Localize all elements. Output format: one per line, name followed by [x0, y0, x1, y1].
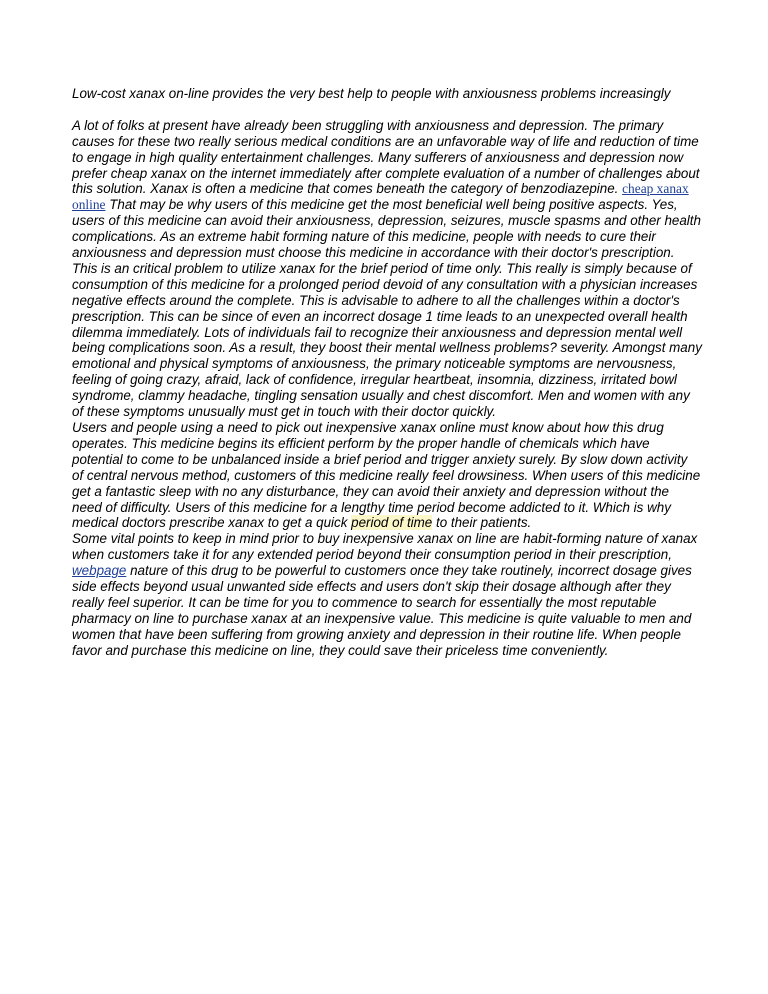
- highlighted-text: period of time: [351, 515, 433, 531]
- paragraph-1-text-after: That may be why users of this medicine get the most beneficial well being positive aspects. Yes, users of this medicine can avoid their anxiousness, depression, seizures, muscle spasms and other health complications. As an extreme habit forming nature of this medicine, people with needs to cure their anxiousness and depression must choose this medicine in accordance with their doctor's prescription.: [72, 197, 701, 261]
- paragraph-3-text-before: Users and people using a need to pick out inexpensive xanax online must know about how this drug operates. This medicine begins its efficient perform by the proper handle of chemicals which have potential to come to be unbalanced inside a brief period and trigger anxiety surely. By slow down activity of central nervous method, customers of this medicine really feel drowsiness. When users of this medicine get a fantastic sleep with no any disturbance, they can avoid their anxiety and depression without the need of difficulty. Users of this medicine for a lengthy time period become addicted to it. Which is why medical doctors prescribe xanax to get a quick: [72, 420, 701, 531]
- paragraph-1: [72, 118, 702, 261]
- paragraph-4: [72, 531, 702, 658]
- document-page: [72, 86, 702, 659]
- webpage-link[interactable]: webpage: [72, 563, 127, 579]
- paragraph-3-text-after: to their patients.: [432, 515, 532, 531]
- paragraph-1-text-before: A lot of folks at present have already been struggling with anxiousness and depression. The primary causes for these two really serious medical conditions are an unfavorable way of life and reduction of time to engage in high quality entertainment challenges. Many sufferers of anxiousness and depression now prefer cheap xanax on the internet immediately after complete evaluation of a number of challenges about this solution. Xanax is often a medicine that comes beneath the category of benzodiazepine.: [72, 117, 700, 197]
- paragraph-3: [72, 420, 702, 531]
- paragraph-4-text-before: Some vital points to keep in mind prior to buy inexpensive xanax on line are habit-forming nature of xanax when customers take it for any extended period beyond their consumption period in their prescription,: [72, 531, 698, 563]
- cheap-xanax-online-link[interactable]: cheap xanax online: [72, 181, 689, 213]
- paragraph-4-text-after: nature of this drug to be powerful to customers once they take routinely, incorrect dosage gives side effects beyond usual unwanted side effects and users don't skip their dosage although after they really feel superior. It can be time for you to commence to search for essentially the most reputable pharmacy on line to purchase xanax at an inexpensive value. This medicine is quite valuable to men and women that have been suffering from growing anxiety and depression in their routine life. When people favor and purchase this medicine on line, they could save their priceless time conveniently.: [72, 563, 692, 658]
- document-title: Low-cost xanax on-line provides the very best help to people with anxiousness problems increasingly: [72, 86, 671, 101]
- paragraph-2: This is an critical problem to utilize xanax for the brief period of time only. This really is simply because of consumption of this medicine for a prolonged period devoid of any consultation with a physician increases negative effects around the complete. This is advisable to adhere to all the challenges within a doctor's prescription. This can be since of even an incorrect dosage 1 time leads to an unexpected overall health dilemma immediately. Lots of individuals fail to recognize their anxiousness and depression mental well being complications soon. As a result, they boost their mental wellness problems? severity. Amongst many emotional and physical symptoms of anxiousness, the primary noticeable symptoms are nervousness, feeling of going crazy, afraid, lack of confidence, irregular heartbeat, insomnia, dizziness, irritated bowl syndrome, clammy headache, tingling sensation usually and chest discomfort. Men and women with any of these symptoms unusually must get in touch with their doctor quickly.: [72, 260, 702, 420]
